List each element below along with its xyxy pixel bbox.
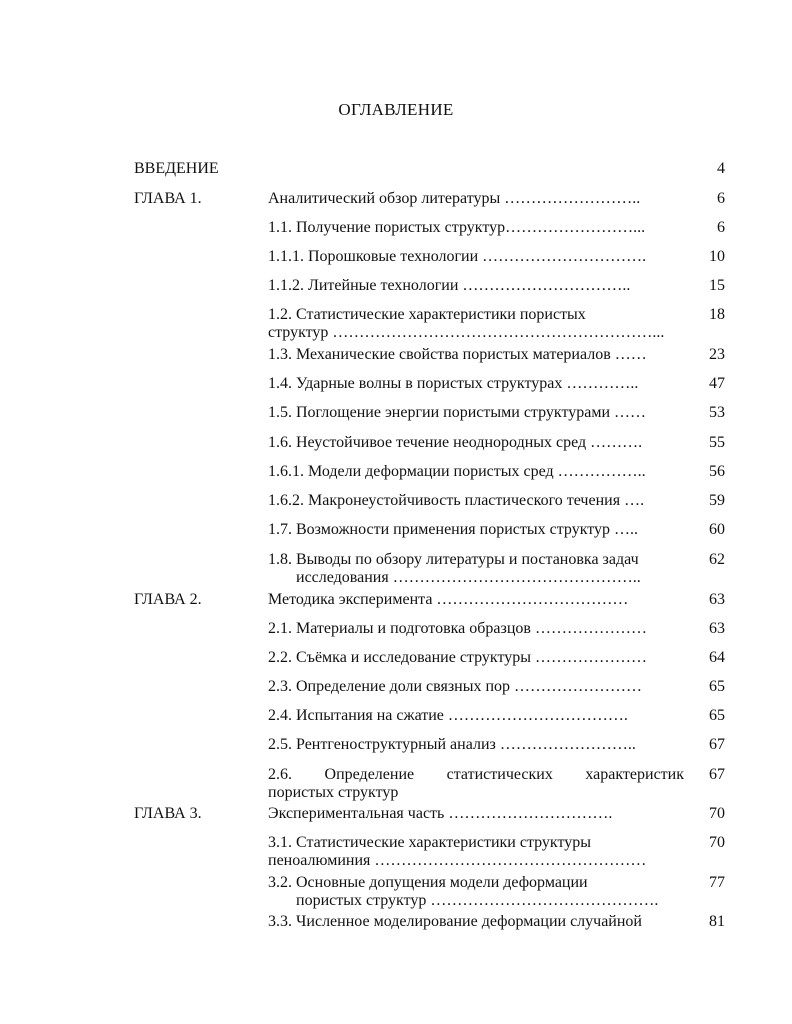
entry-title: 1.3. Механические свойства пористых материалов …… xyxy=(268,346,647,363)
entry-title: 2.2. Съёмка и исследование структуры ………………… xyxy=(268,649,647,666)
page-number: 4 xyxy=(717,160,725,177)
page-number: 60 xyxy=(709,521,725,538)
page-number: 53 xyxy=(709,404,725,421)
page-number: 10 xyxy=(709,248,725,265)
entry-title: 3.2. Основные допущения модели деформации xyxy=(268,874,588,891)
entry-title-continuation: пористых структур xyxy=(268,784,399,801)
toc-entry xyxy=(268,521,684,539)
toc-entry xyxy=(268,219,684,237)
entry-title: 2.5. Рентгеноструктурный анализ …………………….. xyxy=(268,736,636,753)
page-number: 65 xyxy=(709,707,725,724)
entry-title: Методика эксперимента ……………………………… xyxy=(268,591,629,608)
toc-entry xyxy=(268,620,684,638)
page-number: 62 xyxy=(709,551,725,568)
toc-entry xyxy=(268,492,684,510)
toc-entry xyxy=(268,306,684,342)
entry-title: 2.3. Определение доли связных пор …………………… xyxy=(268,678,643,695)
toc-entry xyxy=(268,190,684,208)
entry-title: 3.3. Численное моделирование деформации случайной xyxy=(268,913,642,930)
toc-entry xyxy=(268,736,684,754)
toc-entry xyxy=(268,591,684,609)
toc-entry xyxy=(268,551,684,587)
page-number: 47 xyxy=(709,375,725,392)
chapter-label: ВВЕДЕНИЕ xyxy=(134,160,219,177)
page-number: 67 xyxy=(709,736,725,753)
page-number: 70 xyxy=(709,805,725,822)
page-number: 81 xyxy=(709,913,725,930)
page-number: 6 xyxy=(717,219,725,236)
entry-title-continuation: исследования ……………………………………….. xyxy=(296,569,641,586)
page-number: 67 xyxy=(709,766,725,783)
entry-title: 1.1.1. Порошковые технологии …………………………. xyxy=(268,248,647,265)
entry-title: 2.4. Испытания на сжатие ……………………………. xyxy=(268,707,628,724)
toc-entry xyxy=(268,766,684,802)
page-number: 77 xyxy=(709,874,725,891)
entry-title: 1.8. Выводы по обзору литературы и постановка задач xyxy=(268,551,639,568)
toc-entry xyxy=(268,375,684,393)
entry-title: 1.2. Статистические характеристики пористых xyxy=(268,306,586,323)
entry-title: Экспериментальная часть …………………………. xyxy=(268,805,613,822)
entry-title: 1.6.1. Модели деформации пористых сред …………….. xyxy=(268,463,646,480)
page-number: 23 xyxy=(709,346,725,363)
toc-entry xyxy=(268,463,684,481)
toc-entry xyxy=(268,346,684,364)
entry-title-continuation: пеноалюминия …………………………………………… xyxy=(268,852,647,869)
entry-title: 1.5. Поглощение энергии пористыми структурами …… xyxy=(268,404,647,421)
page-number: 56 xyxy=(709,463,725,480)
entry-title-continuation: пористых структур ……………………………………. xyxy=(296,892,659,909)
page-number: 59 xyxy=(709,492,725,509)
entry-title: 1.1. Получение пористых структур……………………... xyxy=(268,219,646,236)
chapter-label: ГЛАВА 2. xyxy=(134,591,202,608)
page-number: 6 xyxy=(717,190,725,207)
page-number: 63 xyxy=(709,620,725,637)
page-number: 63 xyxy=(709,591,725,608)
page-number: 18 xyxy=(709,306,725,323)
chapter-label: ГЛАВА 3. xyxy=(134,805,202,822)
entry-title: Аналитический обзор литературы …………………….. xyxy=(268,190,641,207)
entry-title: 1.7. Возможности применения пористых структур ….. xyxy=(268,521,639,538)
toc-entry xyxy=(268,874,684,910)
toc-title: ОГЛАВЛЕНИЕ xyxy=(338,100,454,119)
page-number: 55 xyxy=(709,434,725,451)
entry-title: 1.6. Неустойчивое течение неоднородных сред ………. xyxy=(268,434,643,451)
toc-entry xyxy=(268,434,684,452)
entry-title: 1.6.2. Макронеустойчивость пластического течения …. xyxy=(268,492,645,509)
entry-title: 3.1. Статистические характеристики структуры xyxy=(268,834,592,851)
entry-title: 1.4. Ударные волны в пористых структурах ………….. xyxy=(268,375,639,392)
entry-title: 2.1. Материалы и подготовка образцов ………………… xyxy=(268,620,647,637)
page-number: 15 xyxy=(709,277,725,294)
entry-title: 2.6. Определение статистических характеристик xyxy=(268,766,684,783)
toc-entry xyxy=(268,277,684,295)
entry-title-continuation: структур ……………………………………………………... xyxy=(268,324,665,341)
toc-entry xyxy=(268,404,684,422)
toc-entry xyxy=(268,707,684,725)
toc-entry xyxy=(268,834,684,870)
toc-entry xyxy=(268,913,684,931)
entry-title: 1.1.2. Литейные технологии ………………………….. xyxy=(268,277,631,294)
toc-entry xyxy=(268,805,684,823)
toc-entry xyxy=(268,248,684,266)
toc-entry xyxy=(268,678,684,696)
page-number: 70 xyxy=(709,834,725,851)
page-number: 64 xyxy=(709,649,725,666)
page-number: 65 xyxy=(709,678,725,695)
toc-entry xyxy=(268,649,684,667)
chapter-label: ГЛАВА 1. xyxy=(134,190,202,207)
